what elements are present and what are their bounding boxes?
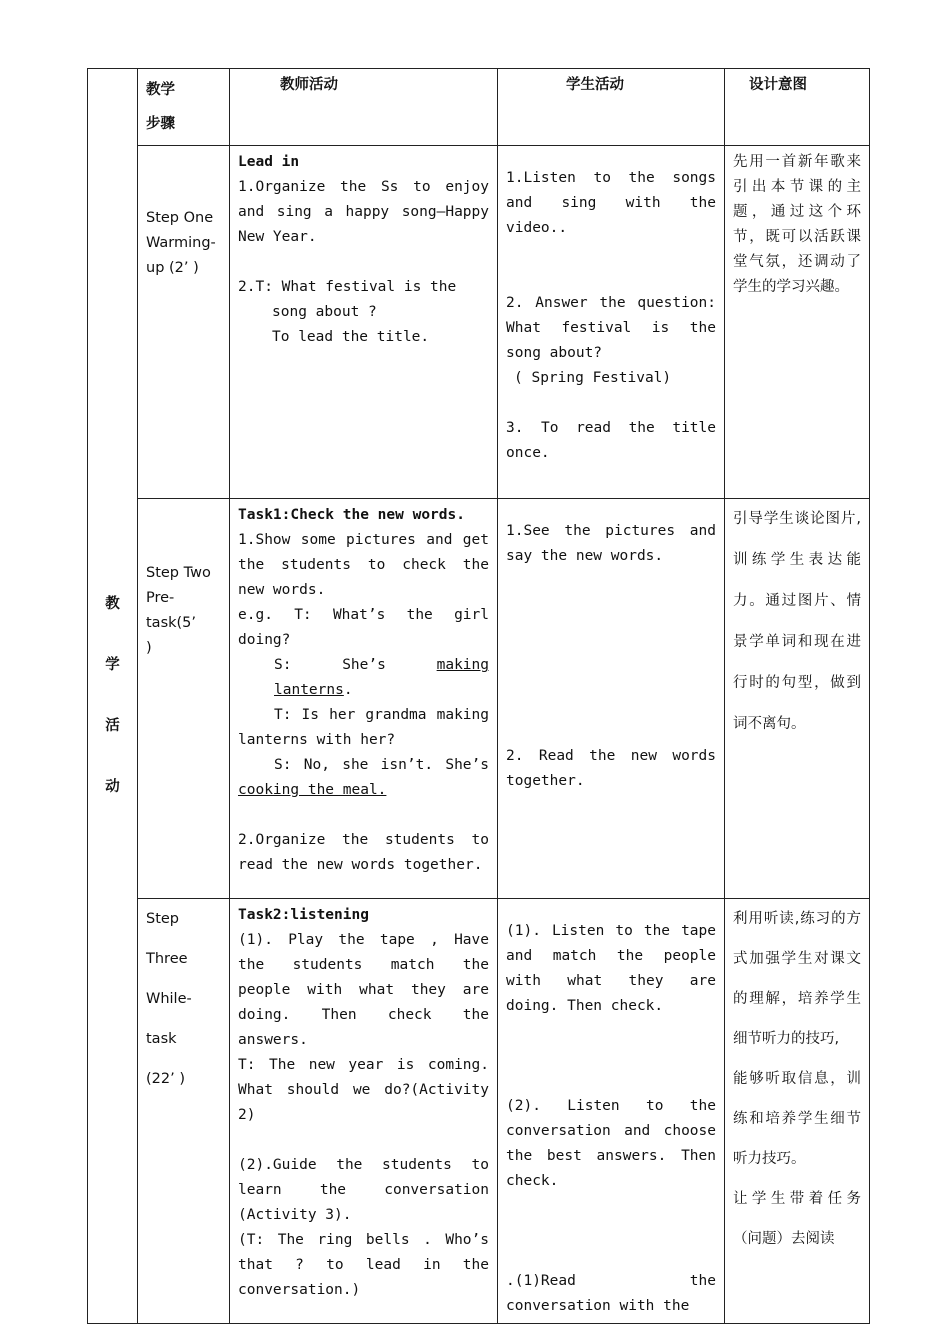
teacher-activity-cell: Task2:listening (1). Play the tape , Have the students match the people with what they are doing. Then check the answers. T: The new year is coming. What should we do?(Activity 2) (2).Guide the students to learn the conversation (Activity 3). (T: The ring bells . Who’s that ? to lead in the conversation.) [230,899,498,1324]
step-cell: Step Two Pre- task(5’ ) [138,499,230,899]
header-teacher: 教师活动 [230,69,498,146]
row-warming-up [88,146,870,499]
student-activity-cell: 1.See the pictures and say the new words. 2. Read the new words together. [498,499,725,899]
header-row [88,69,870,146]
side-char: 活 [105,718,120,734]
task-title: Task2:listening [238,907,369,923]
row-pre-task [88,499,870,899]
design-intent-cell: 先用一首新年歌来引出本节课的主题，通过这个环节，既可以活跃课堂气氛，还调动了学生的学习兴趣。 [725,146,870,499]
step-cell: Step One Warming- up (2’ ) [138,146,230,499]
task-title: Task1:Check the new words. [238,507,465,523]
side-char: 教 [105,596,120,612]
header-student: 学生活动 [498,69,725,146]
side-char: 动 [105,779,120,795]
student-activity-cell: 1.Listen to the songs and sing with the video.. 2. Answer the question: What festival is the song about? ( Spring Festival) 3. To read the title once. [498,146,725,499]
header-step: 教学 步骤 [138,69,230,146]
task-title: Lead in [238,154,300,170]
student-activity-cell: (1). Listen to the tape and match the people with what they are doing. Then check. (2). Listen to the conversation and choose the best answers. Then check. .(1)Read the conversation with the [498,899,725,1324]
side-label-cell [88,69,138,1324]
row-while-task [88,899,870,1324]
header-design: 设计意图 [725,69,870,146]
step-cell: Step Three While- task (22’ ) [138,899,230,1324]
teacher-activity-cell: Task1:Check the new words. 1.Show some pictures and get the students to check the new words. e.g. T: What’s the girl doing? S: She’s making lanterns. T: Is her grandma making lanterns with her? S: No, she isn’t. She’s cooking the meal. 2.Organize the students to read the new words together. [230,499,498,899]
side-char: 学 [105,657,120,673]
teacher-activity-cell: Lead in 1.Organize the Ss to enjoy and sing a happy song—Happy New Year. 2.T: What festival is the song about ? To lead the title. [230,146,498,499]
design-intent-cell: 引导学生谈论图片,训练学生表达能力。通过图片、情景学单词和现在进行时的句型，做到词不离句。 [725,499,870,899]
lesson-plan-table [87,68,870,1324]
design-intent-cell: 利用听读,练习的方式加强学生对课文的理解，培养学生细节听力的技巧, 能够听取信息，训练和培养学生细节听力技巧。 让学生带着任务（问题）去阅读 [725,899,870,1324]
